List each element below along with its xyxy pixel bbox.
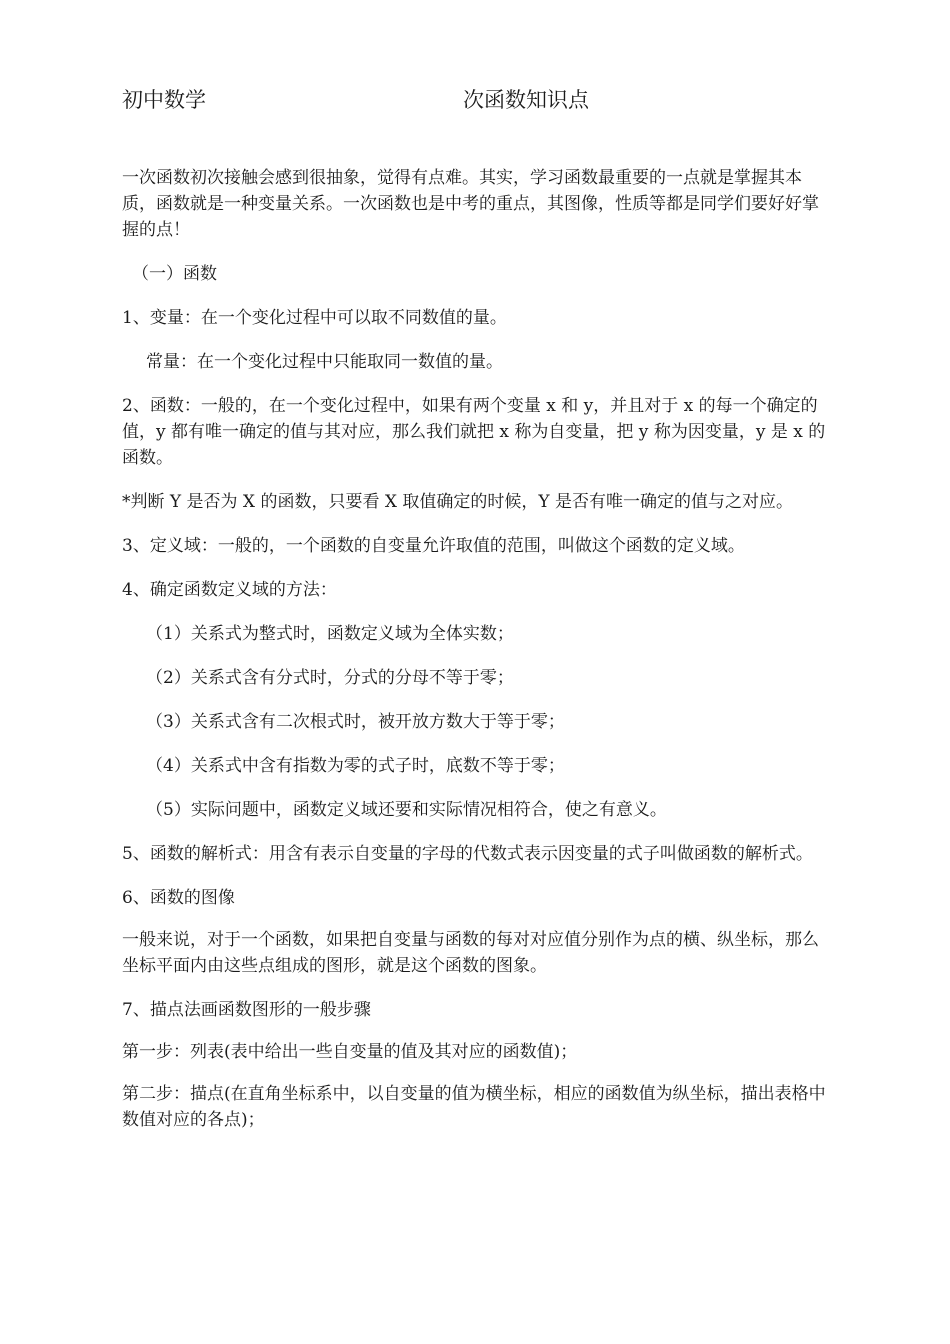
domain-rule: （5）实际问题中，函数定义域还要和实际情况相符合，使之有意义。 [146,800,667,820]
subject-label: 初中数学 [122,88,206,112]
step-one: 第一步：列表(表中给出一些自变量的值及其对应的函数值)； [122,1042,578,1062]
document-body [122,165,834,1151]
domain-rule: （4）关系式中含有指数为零的式子时，底数不等于零； [146,756,565,776]
intro-paragraph: 一次函数初次接触会感到很抽象，觉得有点难。其实，学习函数最重要的一点就是掌握其本质，函数就是一种变量关系。一次函数也是中考的重点，其图像，性质等都是同学们要好好掌握的点！ [122,168,819,240]
domain-definition: 3、定义域：一般的，一个函数的自变量允许取值的范围，叫做这个函数的定义域。 [122,536,745,556]
constant-definition: 常量：在一个变化过程中只能取同一数值的量。 [146,352,503,372]
function-note: *判断 Y 是否为 X 的函数，只要看 X 取值确定的时候，Y 是否有唯一确定的值与之对应。 [122,492,793,512]
function-definition: 2、函数：一般的，在一个变化过程中，如果有两个变量 x 和 y，并且对于 x 的每一个确定的值，y 都有唯一确定的值与其对应，那么我们就把 x 称为自变量，把 y 称为因变量，y 是 x 的函数。 [122,396,826,468]
domain-method-heading: 4、确定函数定义域的方法： [122,580,337,600]
document-header [122,84,832,116]
page-title: 次函数知识点 [463,88,589,112]
steps-heading: 7、描点法画函数图形的一般步骤 [122,1000,371,1020]
section-heading: （一）函数 [132,264,217,284]
domain-rule: （2）关系式含有分式时，分式的分母不等于零； [146,668,514,688]
domain-rule: （1）关系式为整式时，函数定义域为全体实数； [146,624,514,644]
graph-heading: 6、函数的图像 [122,888,235,908]
analytic-expression-definition: 5、函数的解析式：用含有表示自变量的字母的代数式表示因变量的式子叫做函数的解析式。 [122,844,813,864]
domain-rule: （3）关系式含有二次根式时，被开放方数大于等于零； [146,712,565,732]
variable-definition: 1、变量：在一个变化过程中可以取不同数值的量。 [122,308,507,328]
graph-definition: 一般来说，对于一个函数，如果把自变量与函数的每对对应值分别作为点的横、纵坐标，那么坐标平面内由这些点组成的图形，就是这个函数的图象。 [122,930,819,976]
step-two: 第二步：描点(在直角坐标系中，以自变量的值为横坐标，相应的函数值为纵坐标，描出表格中数值对应的各点)； [122,1084,826,1130]
